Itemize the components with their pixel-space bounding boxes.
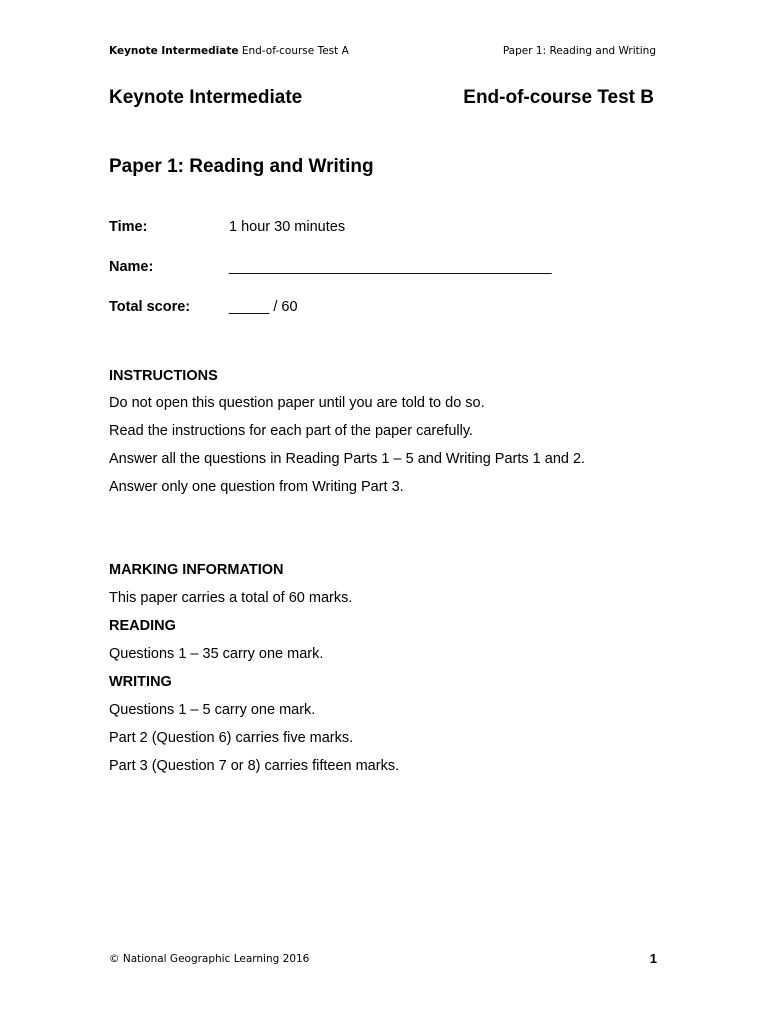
test-title: End-of-course Test B [463,87,654,108]
instruction-line: Read the instructions for each part of the paper carefully. [109,423,474,439]
time-label: Time: [109,219,148,235]
writing-line: Questions 1 – 5 carry one mark. [109,702,316,718]
instruction-line: Answer only one question from Writing Part 3. [109,479,404,495]
writing-line: Part 3 (Question 7 or 8) carries fifteen marks. [109,758,400,774]
running-header-left [109,45,349,58]
name-blank: ________________________________________ [229,259,552,275]
writing-line: Part 2 (Question 6) carries five marks. [109,730,354,746]
marking-total: This paper carries a total of 60 marks. [109,590,353,606]
instruction-line: Do not open this question paper until you are told to do so. [109,395,485,411]
page-footer [109,952,657,966]
name-label: Name: [109,259,154,275]
score-value: _____ / 60 [229,299,298,315]
reading-heading: READING [109,618,176,634]
writing-heading: WRITING [109,674,172,690]
copyright-text: © National Geographic Learning 2016 [109,953,310,965]
marking-heading: MARKING INFORMATION [109,562,284,578]
reading-line: Questions 1 – 35 carry one mark. [109,646,324,662]
running-header-right: Paper 1: Reading and Writing [502,45,656,57]
running-header-course: Keynote Intermediate [109,45,239,57]
instructions-heading: INSTRUCTIONS [109,368,218,384]
running-header [109,45,656,58]
running-header-test: End-of-course Test A [238,45,349,57]
instruction-line: Answer all the questions in Reading Parts 1 – 5 and Writing Parts 1 and 2. [109,451,586,467]
time-value: 1 hour 30 minutes [229,219,346,235]
score-label: Total score: [109,299,191,315]
paper-title: Paper 1: Reading and Writing [109,156,374,177]
course-title: Keynote Intermediate [109,87,303,108]
title-row [109,86,654,110]
page-number: 1 [649,951,657,966]
